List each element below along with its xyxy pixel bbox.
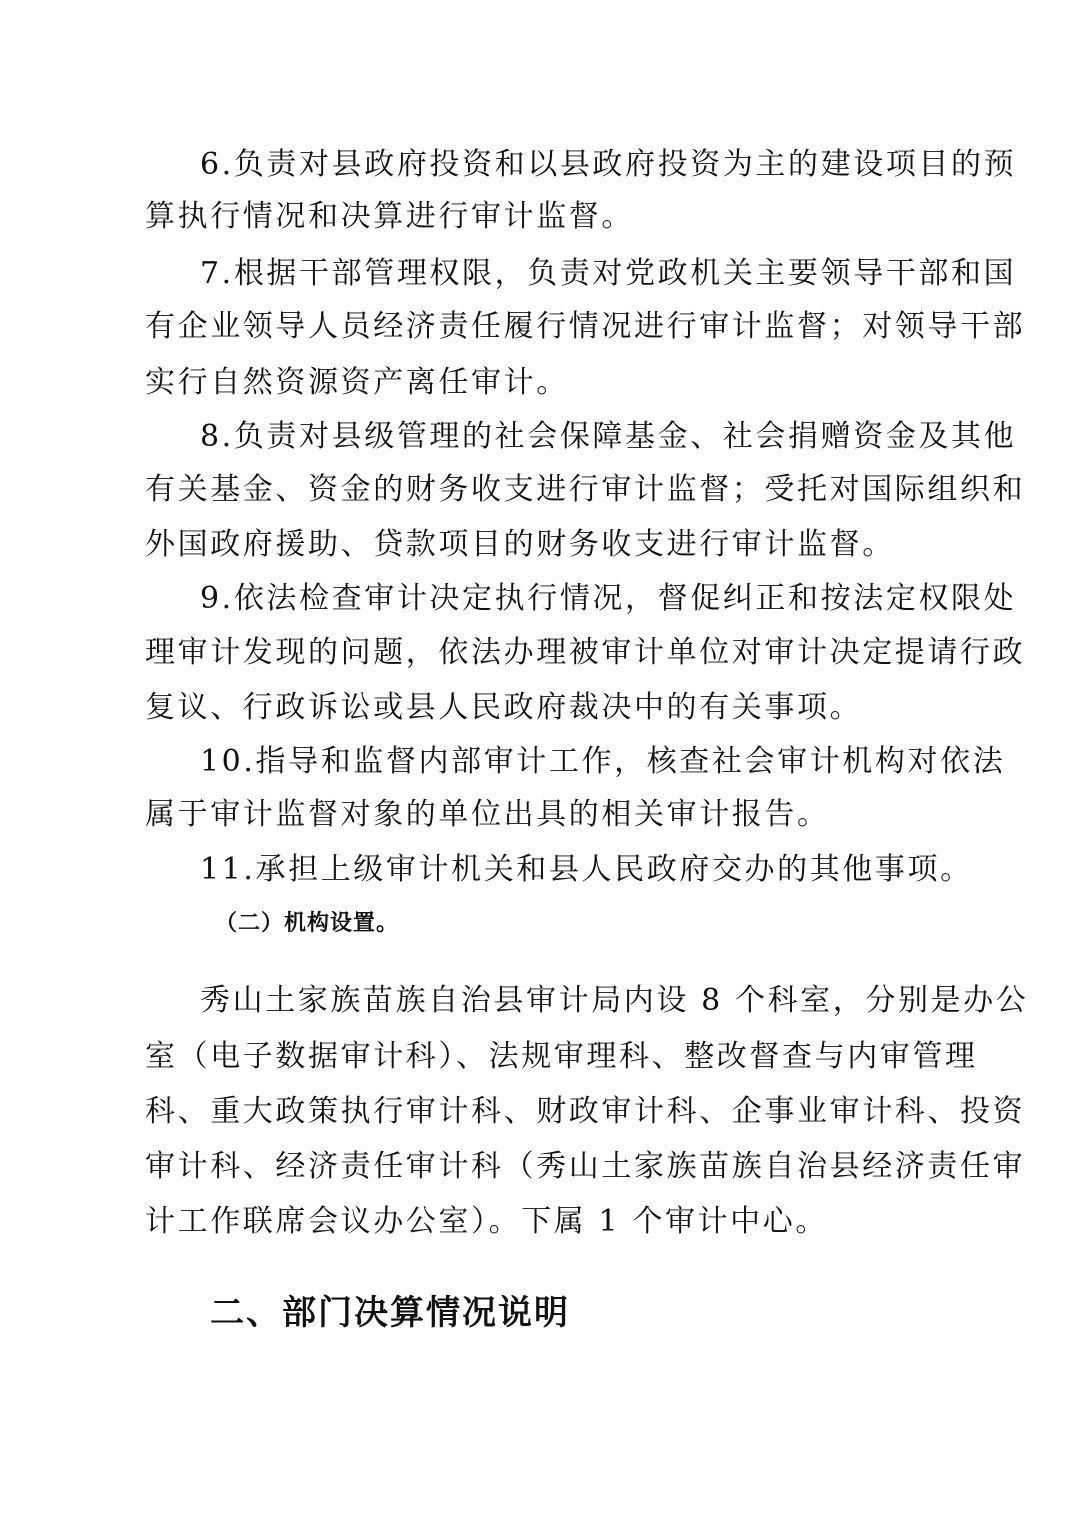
item-9-line-3: 复议、行政诉讼或县人民政府裁决中的有关事项。 bbox=[145, 690, 863, 725]
item-8-line-1: 8.负责对县级管理的社会保障基金、社会捐赠资金及其他 bbox=[200, 419, 1017, 454]
item-9-line-1: 9.依法检查审计决定执行情况，督促纠正和按法定权限处 bbox=[200, 581, 1017, 616]
item-6-line-1: 6.负责对县政府投资和以县政府投资为主的建设项目的预 bbox=[200, 147, 1017, 182]
section-subheading: （二）机构设置。 bbox=[215, 911, 400, 936]
section-heading: 二、部门决算情况说明 bbox=[210, 1293, 570, 1333]
item-7-line-1: 7.根据干部管理权限，负责对党政机关主要领导干部和国 bbox=[200, 256, 1017, 291]
item-7-line-2: 有企业领导人员经济责任履行情况进行审计监督；对领导干部 bbox=[145, 309, 1026, 344]
item-8-line-2: 有关基金、资金的财务收支进行审计监督；受托对国际组织和 bbox=[145, 472, 1026, 507]
item-10-line-2: 属于审计监督对象的单位出具的相关审计报告。 bbox=[145, 797, 830, 832]
item-10-line-1: 10.指导和监督内部审计工作，核查社会审计机构对依法 bbox=[200, 744, 1006, 779]
item-9-line-2: 理审计发现的问题，依法办理被审计单位对审计决定提请行政 bbox=[145, 635, 1026, 670]
section-para-line-5: 计工作联席会议办公室）。下属 1 个审计中心。 bbox=[145, 1204, 828, 1239]
item-7-line-3: 实行自然资源资产离任审计。 bbox=[145, 365, 569, 400]
section-para-line-3: 科、重大政策执行审计科、财政审计科、企事业审计科、投资 bbox=[145, 1094, 1026, 1129]
item-11-line-1: 11.承担上级审计机关和县人民政府交办的其他事项。 bbox=[200, 852, 973, 887]
item-8-line-3: 外国政府援助、贷款项目的财务收支进行审计监督。 bbox=[145, 527, 895, 562]
section-para-line-2: 室（电子数据审计科）、法规审理科、整改督查与内审管理 bbox=[145, 1039, 978, 1074]
item-6-line-2: 算执行情况和决算进行审计监督。 bbox=[145, 199, 634, 234]
section-para-line-1: 秀山土家族苗族自治县审计局内设 8 个科室，分别是办公 bbox=[200, 983, 1029, 1018]
section-para-line-4: 审计科、经济责任审计科（秀山土家族苗族自治县经济责任审 bbox=[145, 1149, 1026, 1184]
